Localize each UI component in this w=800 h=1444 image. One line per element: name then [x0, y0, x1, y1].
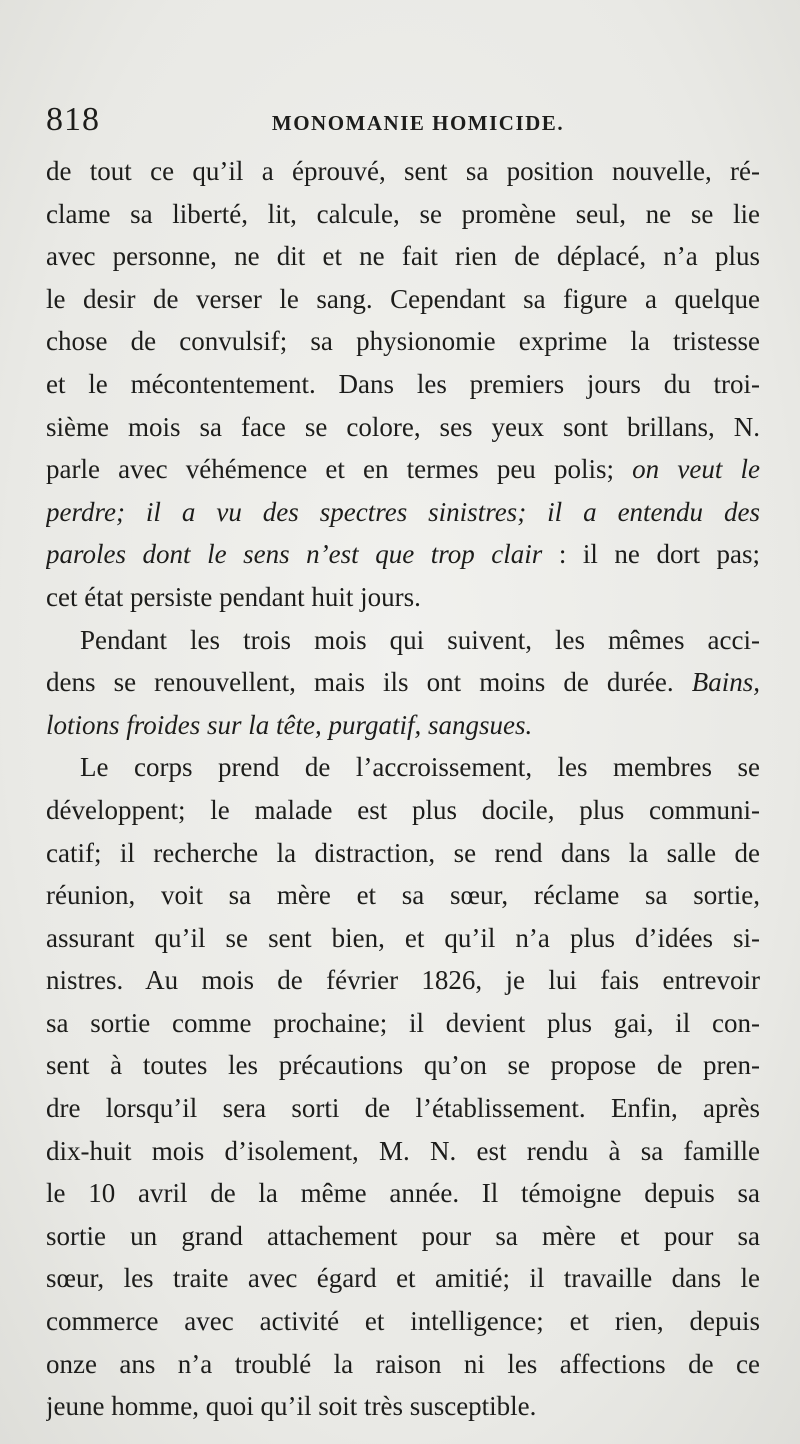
text-segment: commerce avec activité et intelligence; et rien, depuis	[46, 1306, 760, 1337]
text-segment: clame sa liberté, lit, calcule, se promène seul, ne se lie	[46, 198, 760, 229]
text-line	[46, 746, 760, 789]
text-line	[46, 1385, 760, 1428]
text-segment: et le mécontentement. Dans les premiers jours du troi-	[46, 368, 760, 399]
text-segment: de tout ce qu’il a éprouvé, sent sa position nouvelle, ré-	[46, 156, 760, 186]
text-segment: sent à toutes les précautions qu’on se propose de pren-	[46, 1050, 760, 1081]
page-header	[46, 100, 760, 144]
text-segment: développent; le malade est plus docile, plus communi-	[46, 794, 760, 825]
text-segment: onze ans n’a troublé la raison ni les affections de ce	[46, 1348, 760, 1379]
italic-text: perdre; il a vu des spectres sinistres; il a entendu des	[46, 496, 760, 527]
text-line	[46, 235, 760, 278]
text-line	[46, 1215, 760, 1258]
text-segment: dens se renouvellent, mais ils ont moins de durée.	[46, 667, 692, 698]
text-line	[46, 1172, 760, 1215]
text-line	[46, 491, 760, 534]
text-line	[46, 320, 760, 363]
text-segment: chose de convulsif; sa physionomie exprime la tristesse	[46, 326, 760, 357]
text-line	[46, 959, 760, 1002]
text-segment: sième mois sa face se colore, ses yeux sont brillans, N.	[46, 411, 760, 442]
paragraph	[46, 619, 760, 747]
text-segment: sortie un grand attachement pour sa mère et pour sa	[46, 1220, 760, 1251]
text-segment: le desir de verser le sang. Cependant sa figure a quelque	[46, 283, 760, 314]
text-line	[46, 874, 760, 917]
text-segment: : il ne dort pas;	[542, 539, 760, 570]
text-segment: dix-huit mois d’isolement, M. N. est rendu à sa famille	[46, 1135, 760, 1166]
text-segment: cet état persiste pendant huit jours.	[46, 581, 421, 612]
text-segment: nistres. Au mois de février 1826, je lui fais entrevoir	[46, 965, 760, 996]
text-segment: Pendant les trois mois qui suivent, les mêmes acci-	[80, 624, 760, 655]
page-number: 818	[46, 101, 100, 138]
text-line	[46, 1257, 760, 1300]
text-line	[46, 278, 760, 321]
text-line	[46, 193, 760, 236]
text-segment: le 10 avril de la même année. Il témoigne depuis sa	[46, 1178, 760, 1209]
text-segment: avec personne, ne dit et ne fait rien de déplacé, n’a plus	[46, 241, 760, 272]
text-segment: jeune homme, quoi qu’il soit très susceptible.	[46, 1391, 537, 1422]
italic-text: Bains,	[691, 667, 760, 698]
text-segment: dre lorsqu’il sera sorti de l’établissement. Enfin, après	[46, 1093, 760, 1124]
running-title: MONOMANIE HOMICIDE.	[271, 111, 565, 135]
text-segment: assurant qu’il se sent bien, et qu’il n’a plus d’idées si-	[46, 922, 760, 953]
text-line	[46, 789, 760, 832]
text-line	[46, 1044, 760, 1087]
text-line	[46, 150, 760, 193]
text-line	[46, 661, 760, 704]
text-line	[46, 917, 760, 960]
text-line	[46, 832, 760, 875]
text-segment: parle avec véhémence et en termes peu polis;	[46, 454, 633, 485]
italic-text: paroles dont le sens n’est que trop clair	[46, 539, 543, 570]
text-line	[46, 1300, 760, 1343]
paragraph	[46, 150, 760, 619]
text-segment: sa sortie comme prochaine; il devient plus gai, il con-	[46, 1007, 760, 1038]
text-segment: sœur, les traite avec égard et amitié; il travaille dans le	[46, 1263, 760, 1294]
text-segment: Le corps prend de l’accroissement, les membres se	[80, 752, 760, 783]
text-line	[46, 1087, 760, 1130]
italic-text: on veut le	[632, 454, 760, 485]
paragraph	[46, 746, 760, 1428]
text-line	[46, 704, 760, 747]
text-line	[46, 363, 760, 406]
text-line	[46, 1343, 760, 1386]
text-line	[46, 619, 760, 662]
text-line	[46, 1002, 760, 1045]
text-line	[46, 576, 760, 619]
text-line	[46, 448, 760, 491]
italic-text: lotions froides sur la tête, purgatif, sangsues.	[46, 709, 533, 740]
text-line	[46, 1130, 760, 1173]
text-segment: réunion, voit sa mère et sa sœur, réclame sa sortie,	[46, 880, 760, 911]
text-line	[46, 533, 760, 576]
body-text	[46, 150, 760, 1428]
text-segment: catif; il recherche la distraction, se rend dans la salle de	[46, 837, 760, 868]
text-line	[46, 406, 760, 449]
